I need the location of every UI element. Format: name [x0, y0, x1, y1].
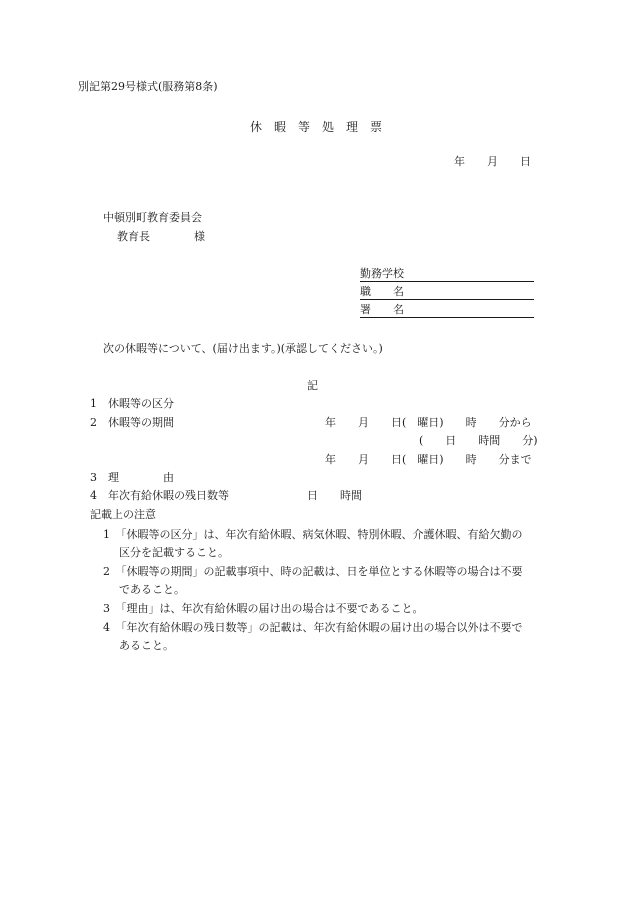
note-1-line-2: 区分を記載すること。 — [119, 546, 229, 559]
addressee-role: 教育長 様 — [117, 230, 205, 243]
notes-heading: 記載上の注意 — [90, 508, 156, 521]
page-title: 休 暇 等 処 理 票 — [250, 120, 383, 134]
school-label: 勤務学校 — [360, 267, 404, 280]
note-2-line-2: であること。 — [119, 583, 185, 596]
form-reference: 別記第29号様式(服務第8条) — [78, 80, 218, 93]
position-label: 職 名 — [360, 285, 404, 298]
date-line: 年 月 日 — [454, 155, 531, 168]
note-4-line-1: 4 「年次有給休暇の残日数等」の記載は、年次有給休暇の届け出の場合以外は不要で — [103, 621, 523, 634]
note-3-line-1: 3 「理由」は、年次有給休暇の届け出の場合は不要であること。 — [103, 602, 424, 615]
request-line: 次の休暇等について、(届け出ます。)(承認してください。) — [103, 342, 383, 355]
name-field-line — [360, 317, 534, 318]
period-from: 年 月 日( 曜日) 時 分から — [325, 416, 532, 429]
ki-label: 記 — [307, 379, 318, 392]
item-reason: 3 理 由 — [90, 471, 174, 484]
remaining-days-units: 日 時間 — [307, 489, 362, 502]
item-remaining-days: 4 年次有給休暇の残日数等 — [90, 489, 229, 502]
period-duration: ( 日 時間 分) — [419, 434, 538, 447]
note-2-line-1: 2 「休暇等の期間」の記載事項中、時の記載は、日を単位とする休暇等の場合は不要 — [103, 565, 523, 578]
position-field-line — [360, 299, 534, 300]
note-4-line-2: あること。 — [119, 639, 174, 652]
addressee-org: 中頓別町教育委員会 — [103, 211, 202, 224]
school-field-line — [360, 281, 534, 282]
item-leave-type: 1 休暇等の区分 — [90, 397, 174, 410]
period-to: 年 月 日( 曜日) 時 分まで — [325, 453, 532, 466]
name-label: 署 名 — [360, 303, 404, 316]
item-leave-period: 2 休暇等の期間 — [90, 416, 174, 429]
note-1-line-1: 1 「休暇等の区分」は、年次有給休暇、病気休暇、特別休暇、介護休暇、有給欠勤の — [103, 528, 523, 541]
